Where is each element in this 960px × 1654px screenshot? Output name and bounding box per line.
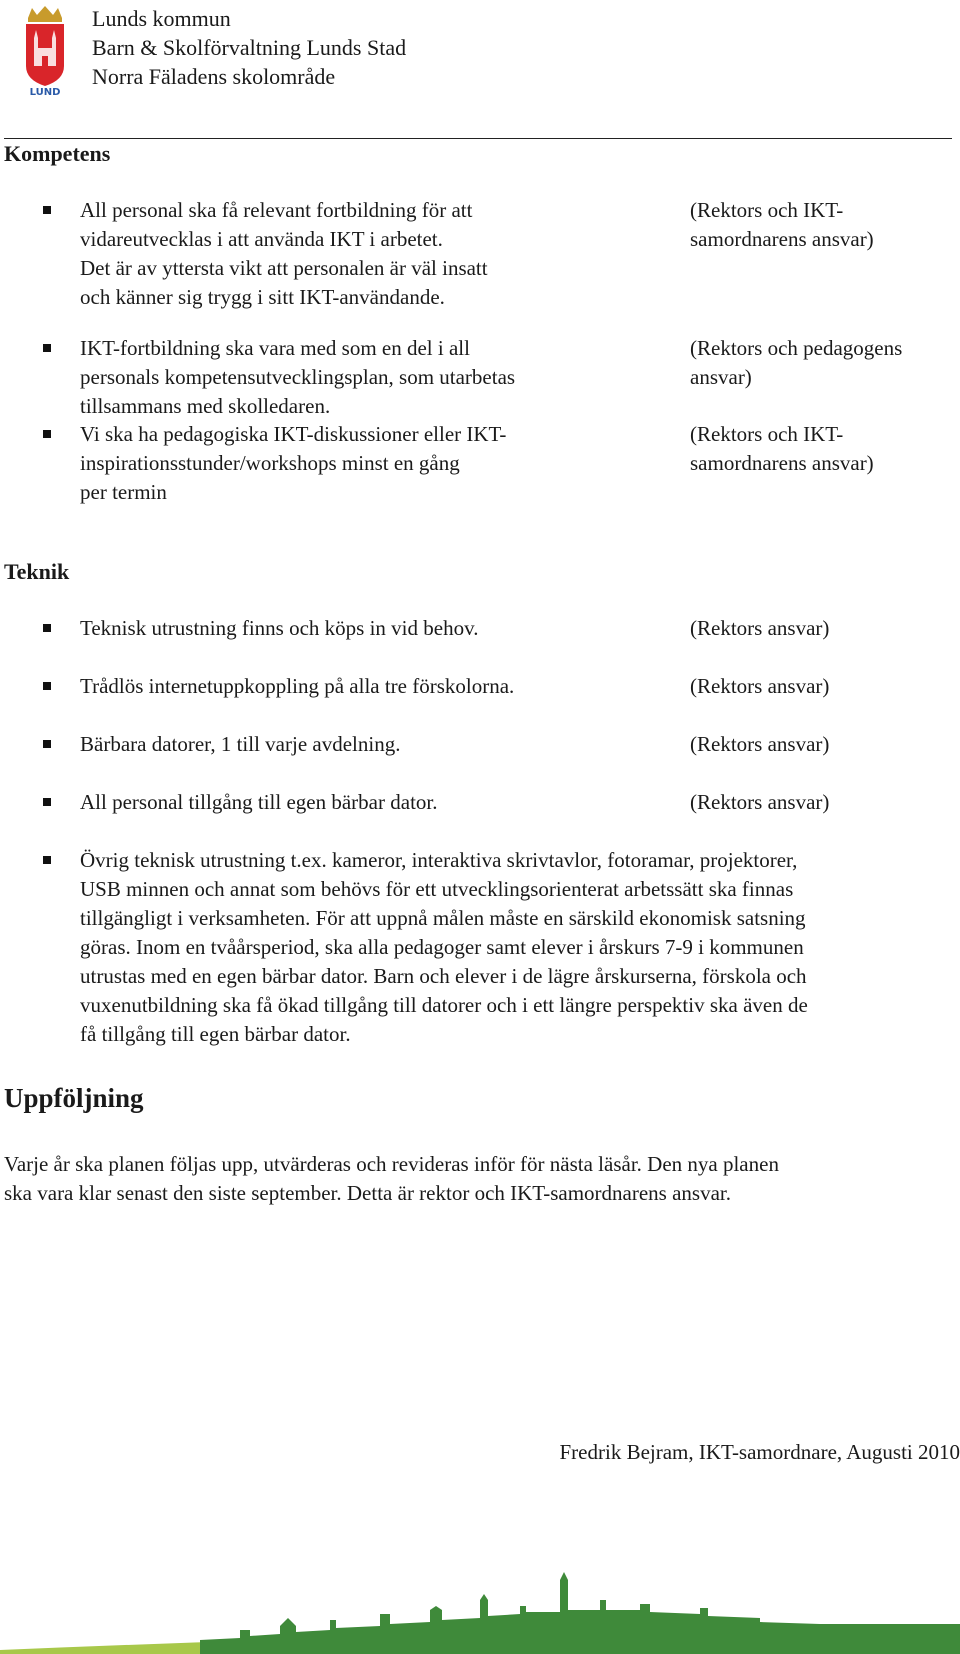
bullet-icon	[43, 430, 51, 438]
uppfoljning-paragraph: Varje år ska planen följas upp, utvärderas och revideras inför för nästa läsår. Den nya planen ska vara klar senast den siste september. Detta är rektor och IKT-samordnarens ansvar.	[4, 1152, 779, 1205]
item-text: Trådlös internetuppkoppling på alla tre förskolorna.	[80, 674, 515, 698]
signature: Fredrik Bejram, IKT-samordnare, Augusti 2010	[559, 1440, 960, 1464]
item-text: All personal tillgång till egen bärbar dator.	[80, 790, 438, 814]
item-text: IKT-fortbildning ska vara med som en del i all personals kompetensutvecklingsplan, som utarbetas tillsammans med skolledaren.	[80, 336, 516, 418]
responsibility-note: (Rektors ansvar)	[690, 674, 830, 698]
org-line-municipality: Lunds kommun	[92, 6, 231, 31]
item-text: Bärbara datorer, 1 till varje avdelning.	[80, 732, 401, 756]
item-text: Teknisk utrustning finns och köps in vid behov.	[80, 616, 479, 640]
bullet-icon	[43, 798, 51, 806]
logo-lettering: LUND	[29, 87, 61, 96]
responsibility-note: (Rektors och pedagogens ansvar)	[690, 336, 903, 389]
responsibility-note: (Rektors ansvar)	[690, 732, 830, 756]
bullet-icon	[43, 624, 51, 632]
org-line-department: Barn & Skolförvaltning Lunds Stad	[92, 35, 407, 60]
bullet-icon	[43, 856, 51, 864]
section-title-uppfoljning: Uppföljning	[4, 1083, 144, 1113]
organization-header	[92, 4, 406, 91]
section-title-kompetens: Kompetens	[4, 141, 111, 166]
section-title-teknik: Teknik	[4, 559, 70, 584]
header-divider	[4, 138, 952, 139]
lund-coat-of-arms-logo	[22, 4, 68, 96]
bullet-icon	[43, 206, 51, 214]
responsibility-note: (Rektors och IKT- samordnarens ansvar)	[690, 198, 874, 251]
org-line-school-area: Norra Fäladens skolområde	[92, 64, 336, 89]
city-skyline-footer-decoration	[0, 1570, 960, 1654]
bullet-icon	[43, 682, 51, 690]
item-text: All personal ska få relevant fortbildning för att vidareutvecklas i att använda IKT i arbetet. Det är av yttersta vikt att personalen är väl insatt och känner sig trygg i sitt IKT-användande.	[80, 198, 488, 309]
item-text: Övrig teknisk utrustning t.ex. kameror, interaktiva skrivtavlor, fotoramar, projektorer, USB minnen och annat som behövs för ett utvecklingsorienterat arbetssätt ska finnas tillgängligt i verksamheten. För att uppnå målen måste en särskild ekonomisk satsning göras. Inom en tvåårsperiod, ska alla pedagoger samt elever i årskurs 7-9 i kommunen utrustas med en egen bärbar dator. Barn och elever i de lägre årskurserna, förskola och vuxenutbildning ska få ökad tillgång till datorer och i ett längre perspektiv ska även de få tillgång till egen bärbar dator.	[80, 848, 808, 1046]
responsibility-note: (Rektors ansvar)	[690, 790, 830, 814]
item-text: Vi ska ha pedagogiska IKT-diskussioner eller IKT- inspirationsstunder/workshops minst en gång per termin	[80, 422, 507, 504]
responsibility-note: (Rektors ansvar)	[690, 616, 830, 640]
bullet-icon	[43, 740, 51, 748]
bullet-icon	[43, 344, 51, 352]
responsibility-note: (Rektors och IKT- samordnarens ansvar)	[690, 422, 874, 475]
